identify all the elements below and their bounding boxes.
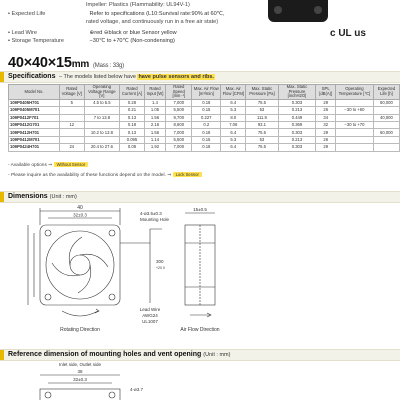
table-cell [373,121,399,128]
dimension-drawing [0,203,400,343]
mass-label: (Mass : 33g) [92,63,124,69]
dim-lead-tol: +20 0 [156,266,165,270]
table-cell: 7,000 [166,144,192,151]
tag-lock-sensor: Lock Sensor [173,172,202,177]
table-cell: 1.4 [144,99,165,106]
model-number-cell: 109P0424H701 [9,144,60,151]
table-cell: 0.15 [192,107,221,114]
table-cell: 10.2 to 13.8 [84,129,120,136]
table-cell [336,136,374,143]
model-number-cell: 109P0412M701 [9,136,60,143]
table-header-cell: Max. Static Pressure [inchH2O] [278,85,316,100]
table-cell: 1.14 [144,136,165,143]
table-row [9,114,400,121]
note-inquire-text: Please inquire as the availability of these functions depend on the model. ⇒ [10,173,172,178]
table-cell [336,129,374,136]
table-row [9,121,400,128]
reference-inner: 32±0.3 [73,377,87,382]
dim-holes: 4-ø3.5±0.3 [140,211,162,216]
table-cell: 6.4 [221,99,246,106]
fan-product-photo [268,0,328,22]
table-cell [84,136,120,143]
table-cell [60,107,85,114]
table-cell: 0.15 [192,136,221,143]
table-row [9,99,400,106]
spec-line-impeller [86,2,190,8]
fan-front-outline [40,225,120,305]
table-cell [60,129,85,136]
product-dimension-title [8,55,124,71]
note-available-options: - Available options ⇒ Without Sensor [8,162,88,168]
table-cell [84,121,120,128]
table-cell: 20.4 to 27.6 [84,144,120,151]
table-cell: 24 [60,144,85,151]
table-header-cell: Max. Static Pressure [Pa] [246,85,278,100]
model-number-cell: 109P0412F701 [9,114,60,121]
table-cell: 0.08 [120,144,145,151]
note-inquire: - Please inquire as the availability of these functions depend on the model. ⇒ Lock Sensor [8,172,202,178]
dim-air-flow-direction: Air Flow Direction [180,327,220,333]
mounting-hole-tl [45,230,51,236]
spec-line-lead-wire: • Lead Wire ⊕red ⊖black or blue Sensor yellow [8,30,177,36]
table-cell [60,136,85,143]
table-header-cell: Rated Input [W] [144,85,165,100]
table-cell: 5,500 [166,107,192,114]
reference-holes: 4-ø3.7 [130,387,144,392]
model-number-cell: 109P0412H701 [9,129,60,136]
table-cell: −30 to +60 [336,107,374,114]
table-cell: 0.21 [120,107,145,114]
spec-storage-value: −30℃ to +70℃ (Non-condensing) [89,38,175,44]
table-cell: 0.369 [278,121,316,128]
table-header-cell: Rated Speed [min⁻¹] [166,85,192,100]
table-cell: 1.56 [144,129,165,136]
note-options-text: Available options ⇒ [10,163,53,168]
table-cell: 12 [60,121,85,128]
spec-storage-key: Storage Temperature [11,38,64,44]
table-cell: 0.18 [192,129,221,136]
reference-unit: (Unit : mm) [203,352,231,358]
dim-top-40: 40 [77,205,83,211]
table-cell: 6.4 [221,129,246,136]
table-cell: 0.28 [120,99,145,106]
table-cell: 0.18 [192,99,221,106]
spec-impeller-value: Impeller: Plastics (Flammability: UL94V-1) [86,2,190,8]
table-cell: 60,000 [373,129,399,136]
table-cell: 5,500 [166,136,192,143]
dim-inner-32: 32±0.3 [73,212,87,218]
table-header-cell: Expected Life [h] [373,85,399,100]
table-header-row [9,85,400,100]
table-cell: 40,000 [373,114,399,121]
mounting-hole-bl [45,294,51,300]
table-cell: 0.18 [192,144,221,151]
table-cell: 29 [316,144,336,151]
table-cell: 75.5 [246,144,278,151]
table-cell: 0.095 [120,136,145,143]
mounting-hole-br [109,294,115,300]
table-cell: 0.13 [120,114,145,121]
table-cell: 53 [246,107,278,114]
spec-expected-life-key: Expected Life [11,11,46,17]
specifications-table [8,84,400,152]
specifications-note-highlight: have pulse sensors and ribs. [138,74,214,80]
table-cell: 5.3 [221,107,246,114]
table-header-cell: Max. Air Flow [CFM] [221,85,246,100]
spec-lead-wire-key: Lead Wire [11,30,38,36]
reference-drawing [0,361,400,400]
table-cell: 4.5 to 5.5 [84,99,120,106]
dimensions-unit: (Unit : mm) [49,194,77,200]
table-cell: 0.303 [278,129,316,136]
table-cell: 0.213 [278,136,316,143]
table-cell [336,114,374,121]
table-cell: 9,700 [166,114,192,121]
table-header-cell: Operating Temperature [℃] [336,85,374,100]
table-header-cell: Rated Voltage [V] [60,85,85,100]
table-cell: 7 to 13.8 [84,114,120,121]
table-cell: 0.13 [120,129,145,136]
spec-line-expected-life-2 [86,19,218,25]
reference-side: Inlet side, Outlet side [58,362,102,367]
table-cell [373,144,399,151]
table-cell: 7.06 [221,121,246,128]
spec-expected-life-value: Refer to specifications (L10:Survival rate:90% at 60℃, [89,11,225,17]
dim-rotating-direction: Rotating Direction [60,327,100,333]
table-header-cell: Max. Air Flow [m³/min] [192,85,221,100]
model-number-cell: 109P0412G701 [9,121,60,128]
table-cell: 0.303 [278,144,316,151]
reference-width: 38 [77,369,83,374]
table-cell [336,144,374,151]
table-cell: 0.18 [120,121,145,128]
dim-ul: UL1007 [142,319,158,324]
table-cell: −30 to +70 [336,121,374,128]
table-cell: 29 [316,99,336,106]
table-cell: 34 [316,114,336,121]
dimensions-section-header [0,191,400,203]
table-cell: 8,600 [166,121,192,128]
table-cell: 7,000 [166,129,192,136]
table-cell: 7,000 [166,99,192,106]
dim-lead-wire: Lead Wire [139,307,161,312]
table-header-cell: Rated Current [A] [120,85,145,100]
table-cell: 2.16 [144,121,165,128]
table-cell: 5.3 [221,136,246,143]
table-cell [336,99,374,106]
specifications-section-header: Specifications – The models listed below have have pulse sensors and ribs. [0,71,400,83]
dim-depth-15: 15±0.5 [193,207,207,212]
table-cell: 6.4 [221,144,246,151]
table-cell: 0.213 [278,107,316,114]
table-cell: 26 [316,107,336,114]
table-row [9,107,400,114]
dim-awg: AWG24 [142,313,158,318]
specifications-heading: Specifications [8,73,56,80]
table-cell: 29 [316,129,336,136]
dim-mounting-hole: Mounting Hole [140,217,170,222]
mounting-hole-tr [109,230,115,236]
table-cell: 32 [316,121,336,128]
table-cell: 26 [316,136,336,143]
table-cell [373,107,399,114]
reference-section-header [0,349,400,361]
table-cell: 75.5 [246,99,278,106]
spec-line-storage-temp: • Storage Temperature −30℃ to +70℃ (Non-condensing) [8,38,175,44]
table-row [9,129,400,136]
table-header-cell: SPL [dB(A)] [316,85,336,100]
table-cell: 5 [60,99,85,106]
table-cell: 8.0 [221,114,246,121]
table-row [9,144,400,151]
spec-lead-wire-value: ⊕red ⊖black or blue Sensor yellow [89,30,177,36]
specifications-note: The models listed below have [63,74,136,80]
table-cell: 0.227 [192,114,221,121]
table-cell [60,114,85,121]
table-header-cell: Model No. [9,85,60,100]
dimensions-heading: Dimensions [8,193,48,200]
table-cell: 60,000 [373,99,399,106]
certification-marks: c UL us [330,28,366,39]
table-header-cell: Operating Voltage Range [V] [84,85,120,100]
table-cell: 53 [246,136,278,143]
lead-wire-line [120,229,162,243]
reference-outline [40,389,120,400]
table-row [9,136,400,143]
table-cell: 1.05 [144,107,165,114]
spec-line-expected-life: • Expected Life Refer to specifications (L10:Survival rate:90% at 60℃, [8,11,225,17]
spec-expected-life-value-2: rated voltage, and continuously run in a free air state) [86,19,219,25]
table-body [9,99,400,151]
model-number-cell: 109P0405M701 [9,107,60,114]
reference-heading: Reference dimension of mounting holes and vent opening [8,351,202,358]
dimension-value: 40×40×15 [8,55,72,71]
table-cell: 0.449 [278,114,316,121]
dimension-unit: mm [71,59,90,70]
table-cell: 111.9 [246,114,278,121]
table-cell: 1.56 [144,114,165,121]
tag-without-sensor: Without Sensor [54,162,89,167]
table-cell: 75.5 [246,129,278,136]
table-cell: 0.303 [278,99,316,106]
table-cell: 93.1 [246,121,278,128]
model-number-cell: 109P0405H701 [9,99,60,106]
table-cell: 0.2 [192,121,221,128]
table-cell [373,136,399,143]
table-cell [84,107,120,114]
table-cell: 1.92 [144,144,165,151]
dim-lead-300: 300 [156,259,164,264]
fan-front-ring [46,231,114,299]
